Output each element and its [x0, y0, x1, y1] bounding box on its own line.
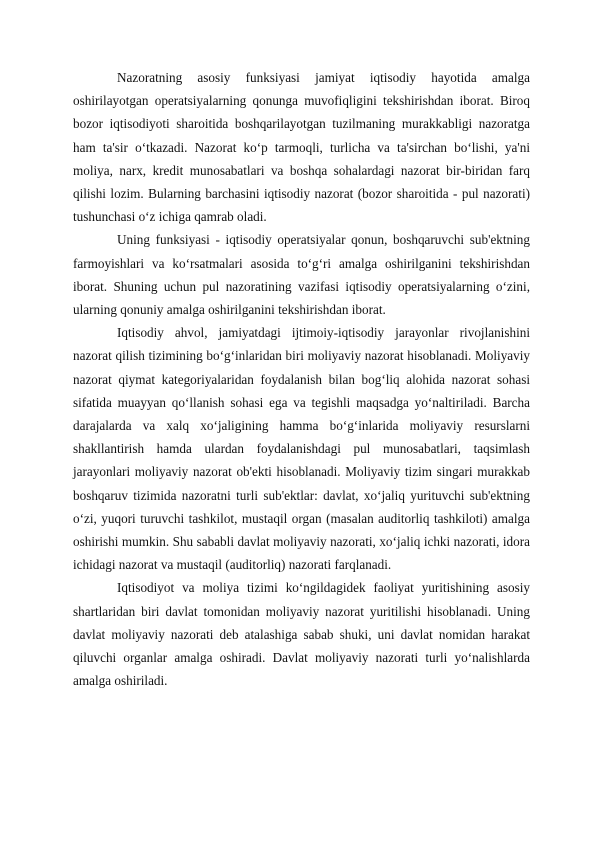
paragraph-3: Iqtisodiy ahvol, jamiyatdagi ijtimoiy-iqtisodiy jarayonlar rivojlanishini nazorat qilish tizimining bo‘g‘inlaridan biri moliyaviy nazorat hisoblanadi. Moliyaviy nazorat qiymat kategoriyalaridan foydalanish bilan bog‘liq alohida nazorat sohasi sifatida muayyan qo‘llanish sohasi ega va tegishli maqsadga yo‘naltiriladi. Barcha darajalarda va xalq xo‘jaligining hamma bo‘g‘inlarida moliyaviy resurslarni shakllantirish hamda ulardan foydalanishdagi pul munosabatlari, taqsimlash jarayonlari moliyaviy nazorat ob'ekti hisoblanadi. Moliyaviy tizim singari murakkab boshqaruv tizimida nazoratni turli sub'ektlar: davlat, xo‘jaliq yurituvchi sub'ektning o‘zi, yuqori turuvchi tashkilot, mustaqil organ (masalan auditorliq tashkiloti) amalga oshirishi mumkin. Shu sababli davlat moliyaviy nazorati, xo‘jaliq ichki nazorati, idora ichidagi nazorat va mustaqil (auditorliq) nazorati farqlanadi.: [73, 325, 530, 573]
paragraph-1: Nazoratning asosiy funksiyasi jamiyat iqtisodiy hayotida amalga oshirilayotgan operatsiyalarning qonunga muvofiqligini tekshirishdan iborat. Biroq bozor iqtisodiyoti sharoitida boshqarilayotgan tuzilmaning murakkabligi nazoratga ham ta'sir o‘tkazadi. Nazorat ko‘p tarmoqli, turlicha va ta'sirchan bo‘lishi, ya'ni moliya, narx, kredit munosabatlari va boshqa sohalardagi nazorat bir-biridan farq qilishi lozim. Bularning barchasini iqtisodiy nazorat (bozor sharoitida - pul nazorati) tushunchasi o‘z ichiga qamrab oladi.: [73, 70, 530, 225]
paragraph-4: Iqtisodiyot va moliya tizimi ko‘ngildagidek faoliyat yuritishining asosiy shartlaridan biri davlat tomonidan moliyaviy nazorat yuritilishi hisoblanadi. Uning davlat moliyaviy nazorati deb atalashiga sabab shuki, uni davlat nomidan harakat qiluvchi organlar amalga oshiradi. Davlat moliyaviy nazorati turli yo‘nalishlarda amalga oshiriladi.: [73, 580, 530, 689]
document-page: [73, 66, 530, 692]
paragraph-2: Uning funksiyasi - iqtisodiy operatsiyalar qonun, boshqaruvchi sub'ektning farmoyishlari va ko‘rsatmalari asosida to‘g‘ri amalga oshirilganini tekshirishdan iborat. Shuning uchun pul nazoratining vazifasi iqtisodiy operatsiyalarning o‘zini, ularning qonuniy amalga oshirilganini tekshirishdan iborat.: [73, 232, 530, 318]
